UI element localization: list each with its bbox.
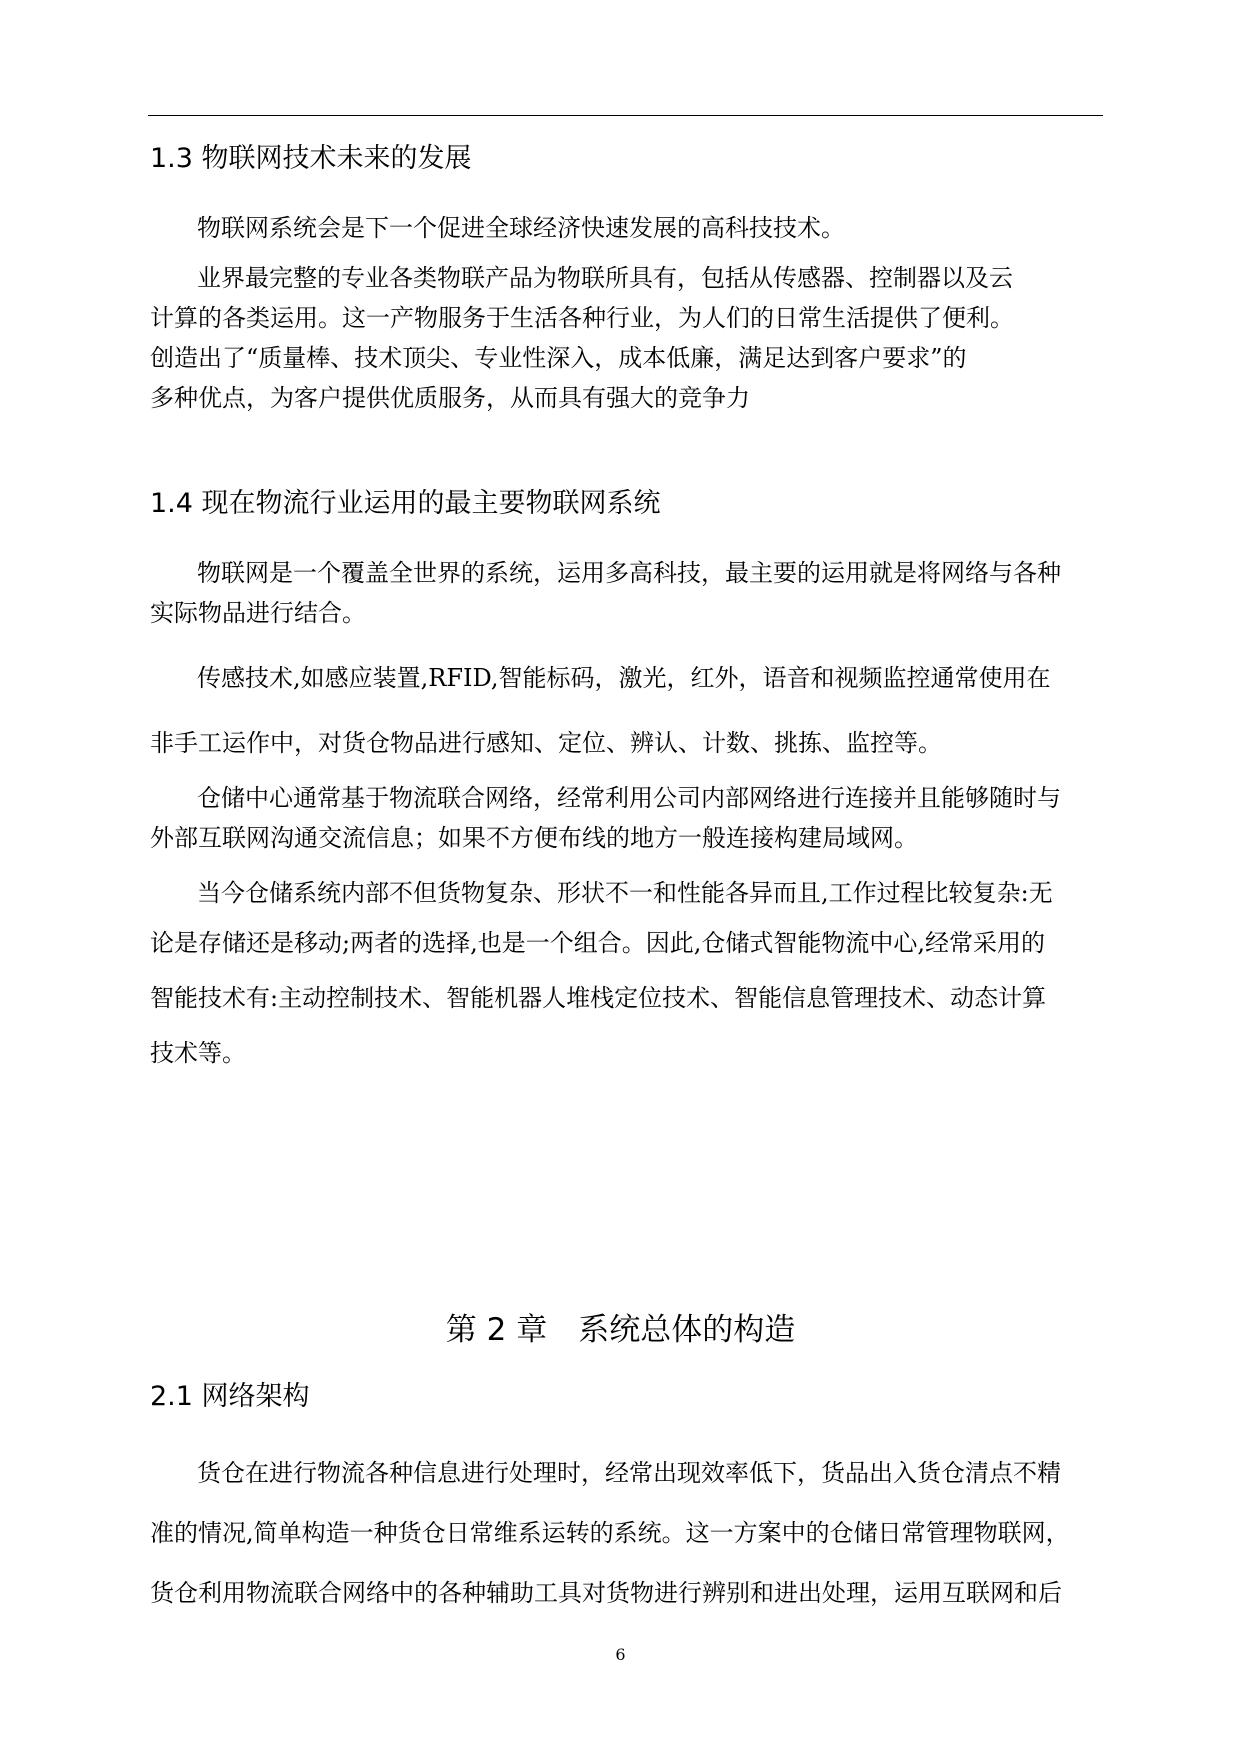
paragraph-line: 货仓利用物流联合网络中的各种辅助工具对货物进行辨别和进出处理，运用互联网和后 (150, 1579, 1062, 1607)
paragraph-line: 技术等。 (150, 1039, 246, 1067)
section-heading-1-4: 1.4 现在物流行业运用的最主要物联网系统 (150, 488, 661, 519)
paragraph-line: 计算的各类运用。这一产物服务于生活各种行业，为人们的日常生活提供了便利。 (150, 304, 1014, 332)
paragraph-line: 准的情况,简单构造一种货仓日常维系运转的系统。这一方案中的仓储日常管理物联网， (150, 1519, 1070, 1547)
paragraph-line: 创造出了“质量棒、技术顶尖、专业性深入，成本低廉，满足达到客户要求”的 (150, 344, 967, 372)
section-heading-1-3: 1.3 物联网技术未来的发展 (150, 143, 472, 174)
paragraph-line: 货仓在进行物流各种信息进行处理时，经常出现效率低下，货品出入货仓清点不精 (197, 1459, 1061, 1487)
chapter-title: 第 2 章 系统总体的构造 (445, 1312, 796, 1348)
paragraph-line: 外部互联网沟通交流信息；如果不方便布线的地方一般连接构建局域网。 (150, 824, 918, 852)
section-heading-2-1: 2.1 网络架构 (150, 1381, 310, 1412)
paragraph-line: 物联网是一个覆盖全世界的系统，运用多高科技，最主要的运用就是将网络与各种 (197, 559, 1061, 587)
header-rule (148, 115, 1103, 116)
paragraph-line: 非手工运作中，对货仓物品进行感知、定位、辨认、计数、挑拣、监控等。 (150, 729, 942, 757)
paragraph-line: 传感技术,如感应装置,RFID,智能标码，激光，红外，语音和视频监控通常使用在 (197, 664, 1051, 692)
paragraph-line: 多种优点，为客户提供优质服务，从而具有强大的竞争力 (150, 384, 750, 412)
paragraph-line: 实际物品进行结合。 (150, 599, 366, 627)
paragraph-line: 智能技术有:主动控制技术、智能机器人堆栈定位技术、智能信息管理技术、动态计算 (150, 984, 1047, 1012)
paragraph-line: 当今仓储系统内部不但货物复杂、形状不一和性能各异而且,工作过程比较复杂:无 (197, 879, 1053, 907)
paragraph-line: 业界最完整的专业各类物联产品为物联所具有，包括从传感器、控制器以及云 (197, 264, 1013, 292)
paragraph-line: 物联网系统会是下一个促进全球经济快速发展的高科技技术。 (197, 214, 845, 242)
paragraph-line: 论是存储还是移动;两者的选择,也是一个组合。因此,仓储式智能物流中心,经常采用的 (150, 929, 1045, 957)
page-number: 6 (615, 1645, 626, 1664)
paragraph-line: 仓储中心通常基于物流联合网络，经常利用公司内部网络进行连接并且能够随时与 (197, 784, 1061, 812)
